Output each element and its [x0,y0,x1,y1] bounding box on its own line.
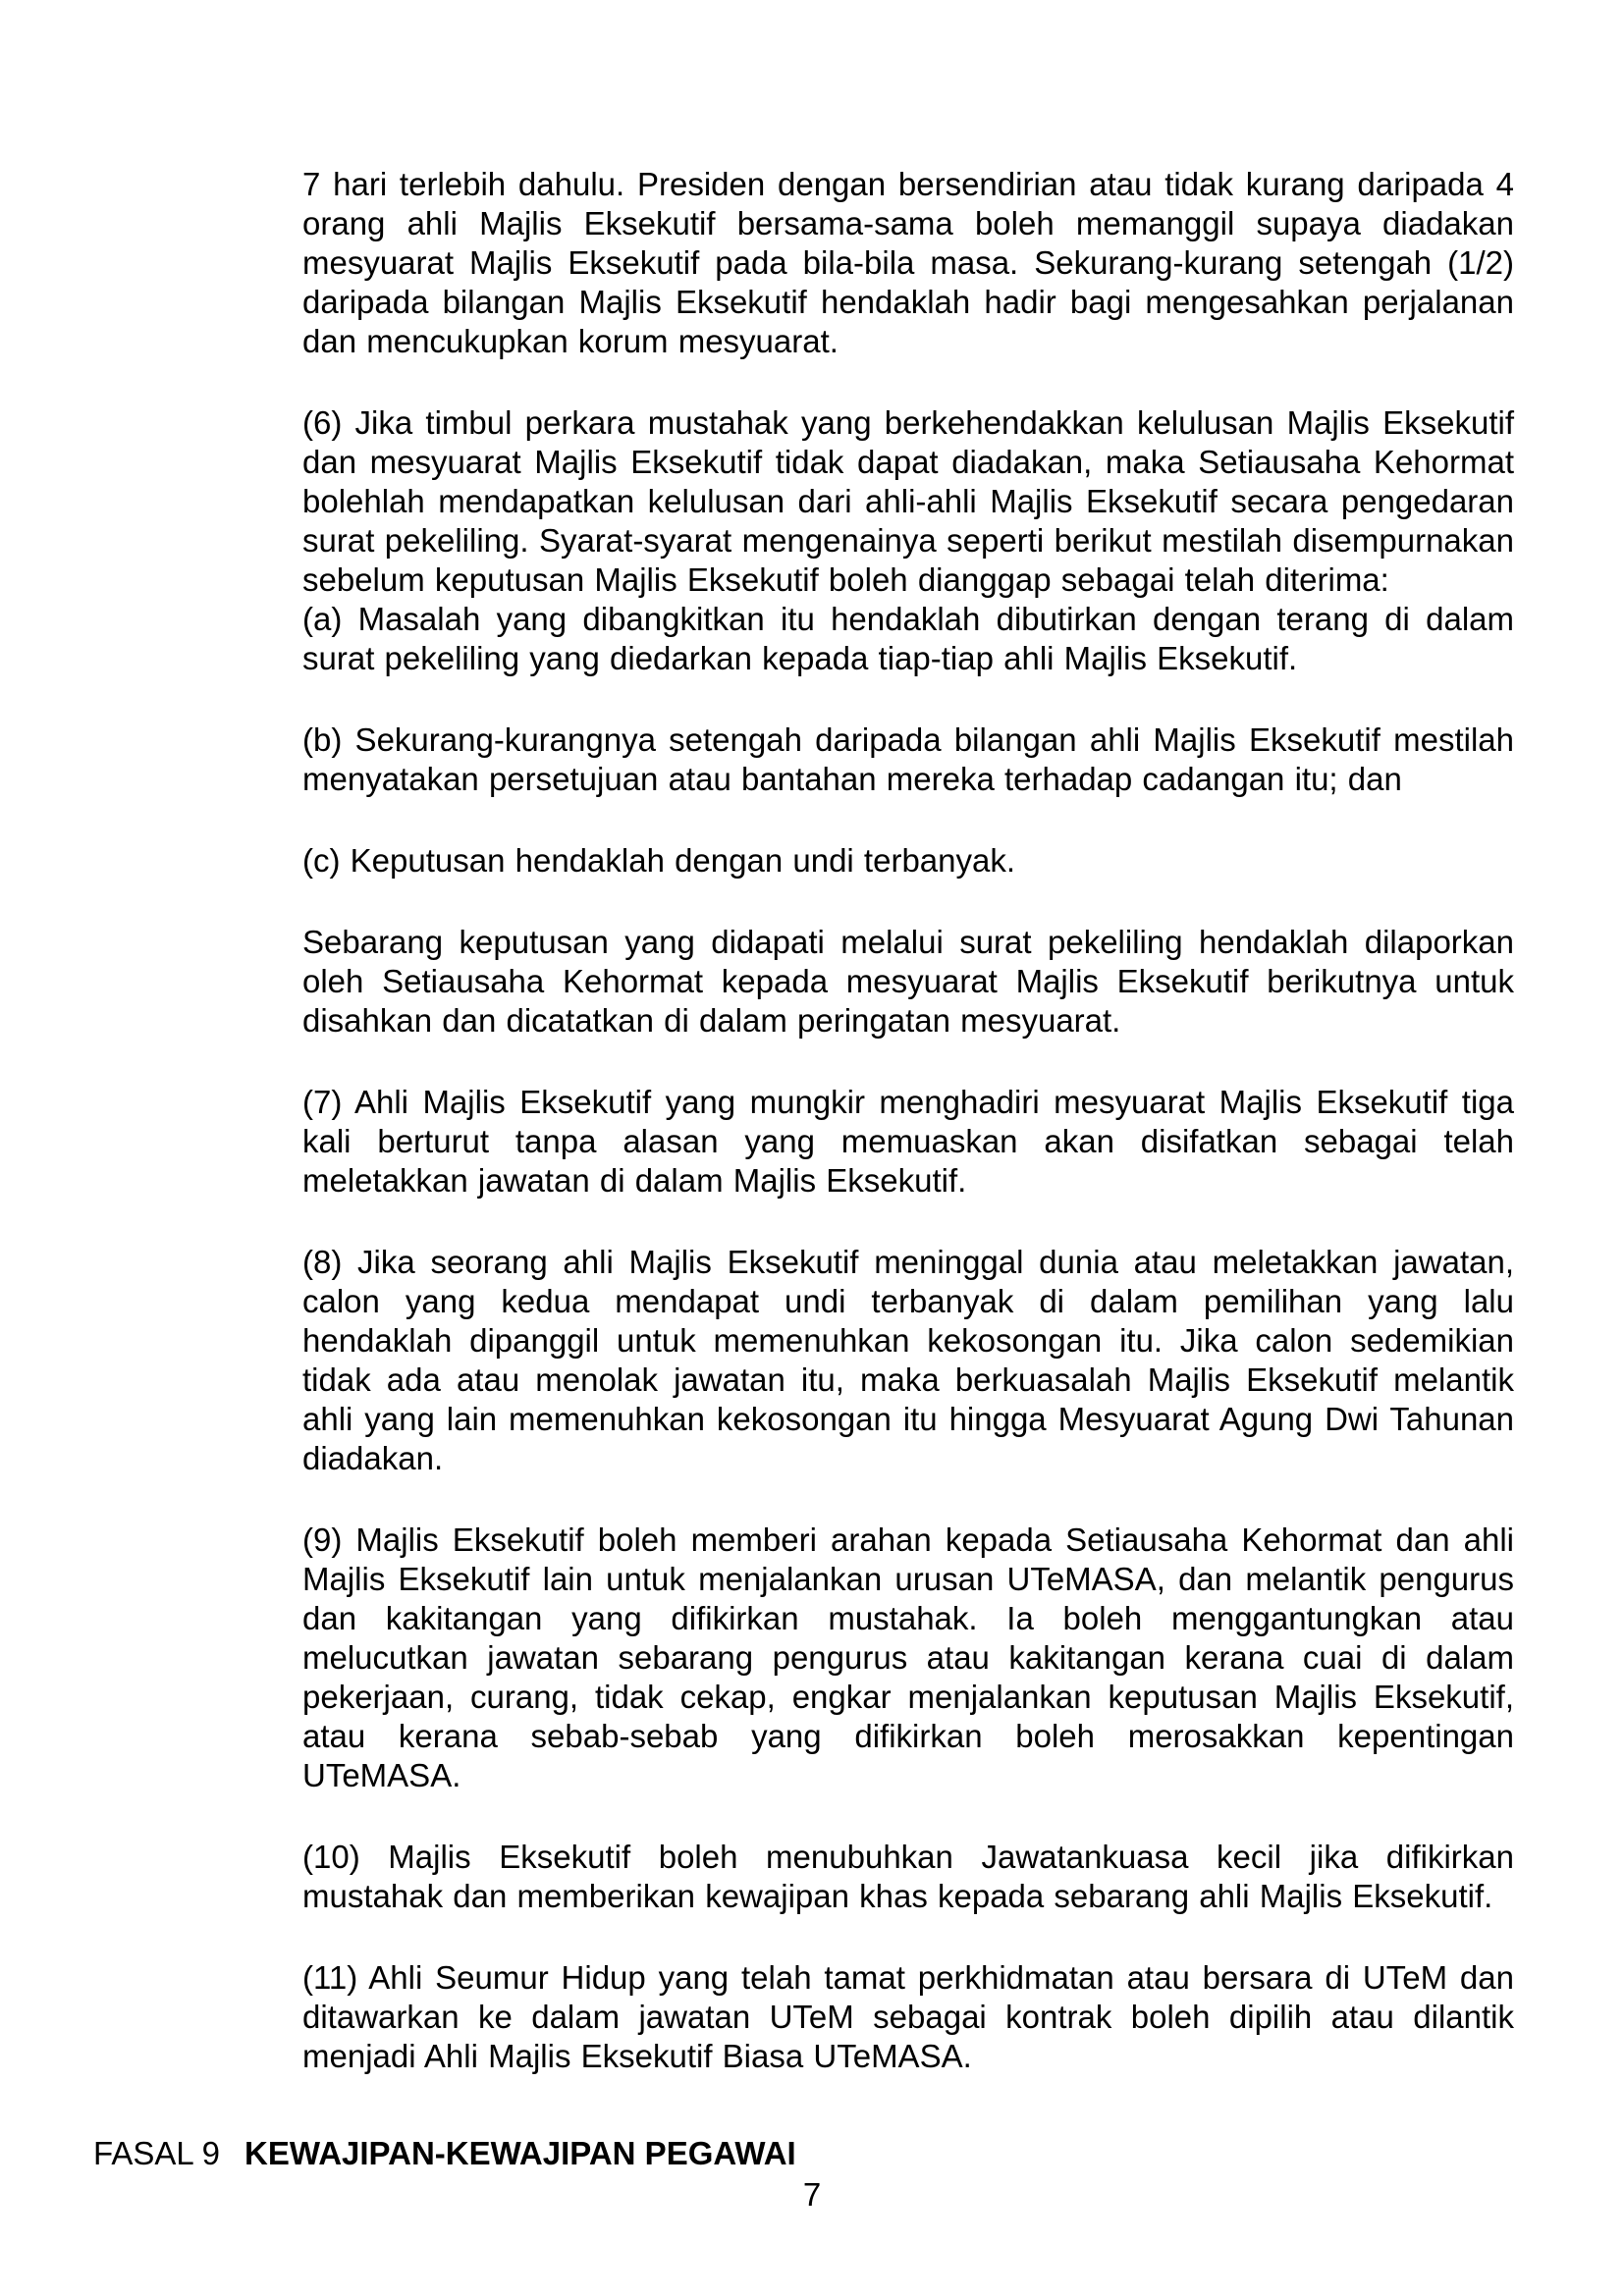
paragraph-clause-11: (11) Ahli Seumur Hidup yang telah tamat perkhidmatan atau bersara di UTeM dan ditawarkan ke dalam jawatan UTeM sebagai kontrak boleh dipilih atau dilantik menjadi Ahli Majlis Eksekutif Biasa UTeMASA. [302,1959,1514,2074]
section-label: FASAL 9 [93,2135,221,2171]
page-number: 7 [802,2176,822,2213]
paragraph-clause-9: (9) Majlis Eksekutif boleh memberi arahan kepada Setiausaha Kehormat dan ahli Majlis Eksekutif lain untuk menjalankan urusan UTeMASA, dan melantik pengurus dan kakitangan yang difikirkan mustahak. Ia boleh menggantungkan atau melucutkan jawatan sebarang pengurus atau kakitangan kerana cuai di dalam pekerjaan, curang, tidak cekap, engkar menjalankan keputusan Majlis Eksekutif, atau kerana sebab-sebab yang difikirkan boleh merosakkan kepentingan UTeMASA. [302,1522,1514,1793]
paragraph-clause-8: (8) Jika seorang ahli Majlis Eksekutif meninggal dunia atau meletakkan jawatan, calon yang kedua mendapat undi terbanyak di dalam pemilihan yang lalu hendaklah dipanggil untuk memenuhkan kekosongan itu. Jika calon sedemikian tidak ada atau menolak jawatan itu, maka berkuasalah Majlis Eksekutif melantik ahli yang lain memenuhkan kekosongan itu hingga Mesyuarat Agung Dwi Tahunan diadakan. [302,1244,1514,1476]
paragraph-clause-7: (7) Ahli Majlis Eksekutif yang mungkir menghadiri mesyuarat Majlis Eksekutif tiga kali berturut tanpa alasan yang memuaskan akan disifatkan sebagai telah meletakkan jawatan di dalam Majlis Eksekutif. [302,1084,1514,1199]
paragraph-clause-6: (6) Jika timbul perkara mustahak yang berkehendakkan kelulusan Majlis Eksekutif dan mesyuarat Majlis Eksekutif tidak dapat diadakan, maka Setiausaha Kehormat bolehlah mendapatkan kelulusan dari ahli-ahli Majlis Eksekutif secara pengedaran surat pekeliling. Syarat-syarat mengenainya seperti berikut mestilah disempurnakan sebelum keputusan Majlis Eksekutif boleh dianggap sebagai telah diterima: [302,404,1514,598]
paragraph-clause-6c: (c) Keputusan hendaklah dengan undi terbanyak. [302,842,1016,879]
section-title: KEWAJIPAN-KEWAJIPAN PEGAWAI [244,2135,796,2171]
paragraph-clause-10: (10) Majlis Eksekutif boleh menubuhkan Jawatankuasa kecil jika difikirkan mustahak dan memberikan kewajipan khas kepada sebarang ahli Majlis Eksekutif. [302,1839,1514,1914]
paragraph-clause-6b: (b) Sekurang-kurangnya setengah daripada bilangan ahli Majlis Eksekutif mestilah menyatakan persetujuan atau bantahan mereka terhadap cadangan itu; dan [302,721,1514,797]
section-footer [93,2134,796,2173]
paragraph-clause-6-closing: Sebarang keputusan yang didapati melalui surat pekeliling hendaklah dilaporkan oleh Setiausaha Kehormat kepada mesyuarat Majlis Eksekutif berikutnya untuk disahkan dan dicatatkan di dalam peringatan mesyuarat. [302,924,1514,1039]
page-body [302,165,1514,2118]
paragraph-clause-6a: (a) Masalah yang dibangkitkan itu hendaklah dibutirkan dengan terang di dalam surat pekeliling yang diedarkan kepada tiap-tiap ahli Majlis Eksekutif. [302,601,1514,676]
paragraph-intro-continuation: 7 hari terlebih dahulu. Presiden dengan bersendirian atau tidak kurang daripada 4 orang ahli Majlis Eksekutif bersama-sama boleh memanggil supaya diadakan mesyuarat Majlis Eksekutif pada bila-bila masa. Sekurang-kurang setengah (1/2) daripada bilangan Majlis Eksekutif hendaklah hadir bagi mengesahkan perjalanan dan mencukupkan korum mesyuarat. [302,166,1514,359]
